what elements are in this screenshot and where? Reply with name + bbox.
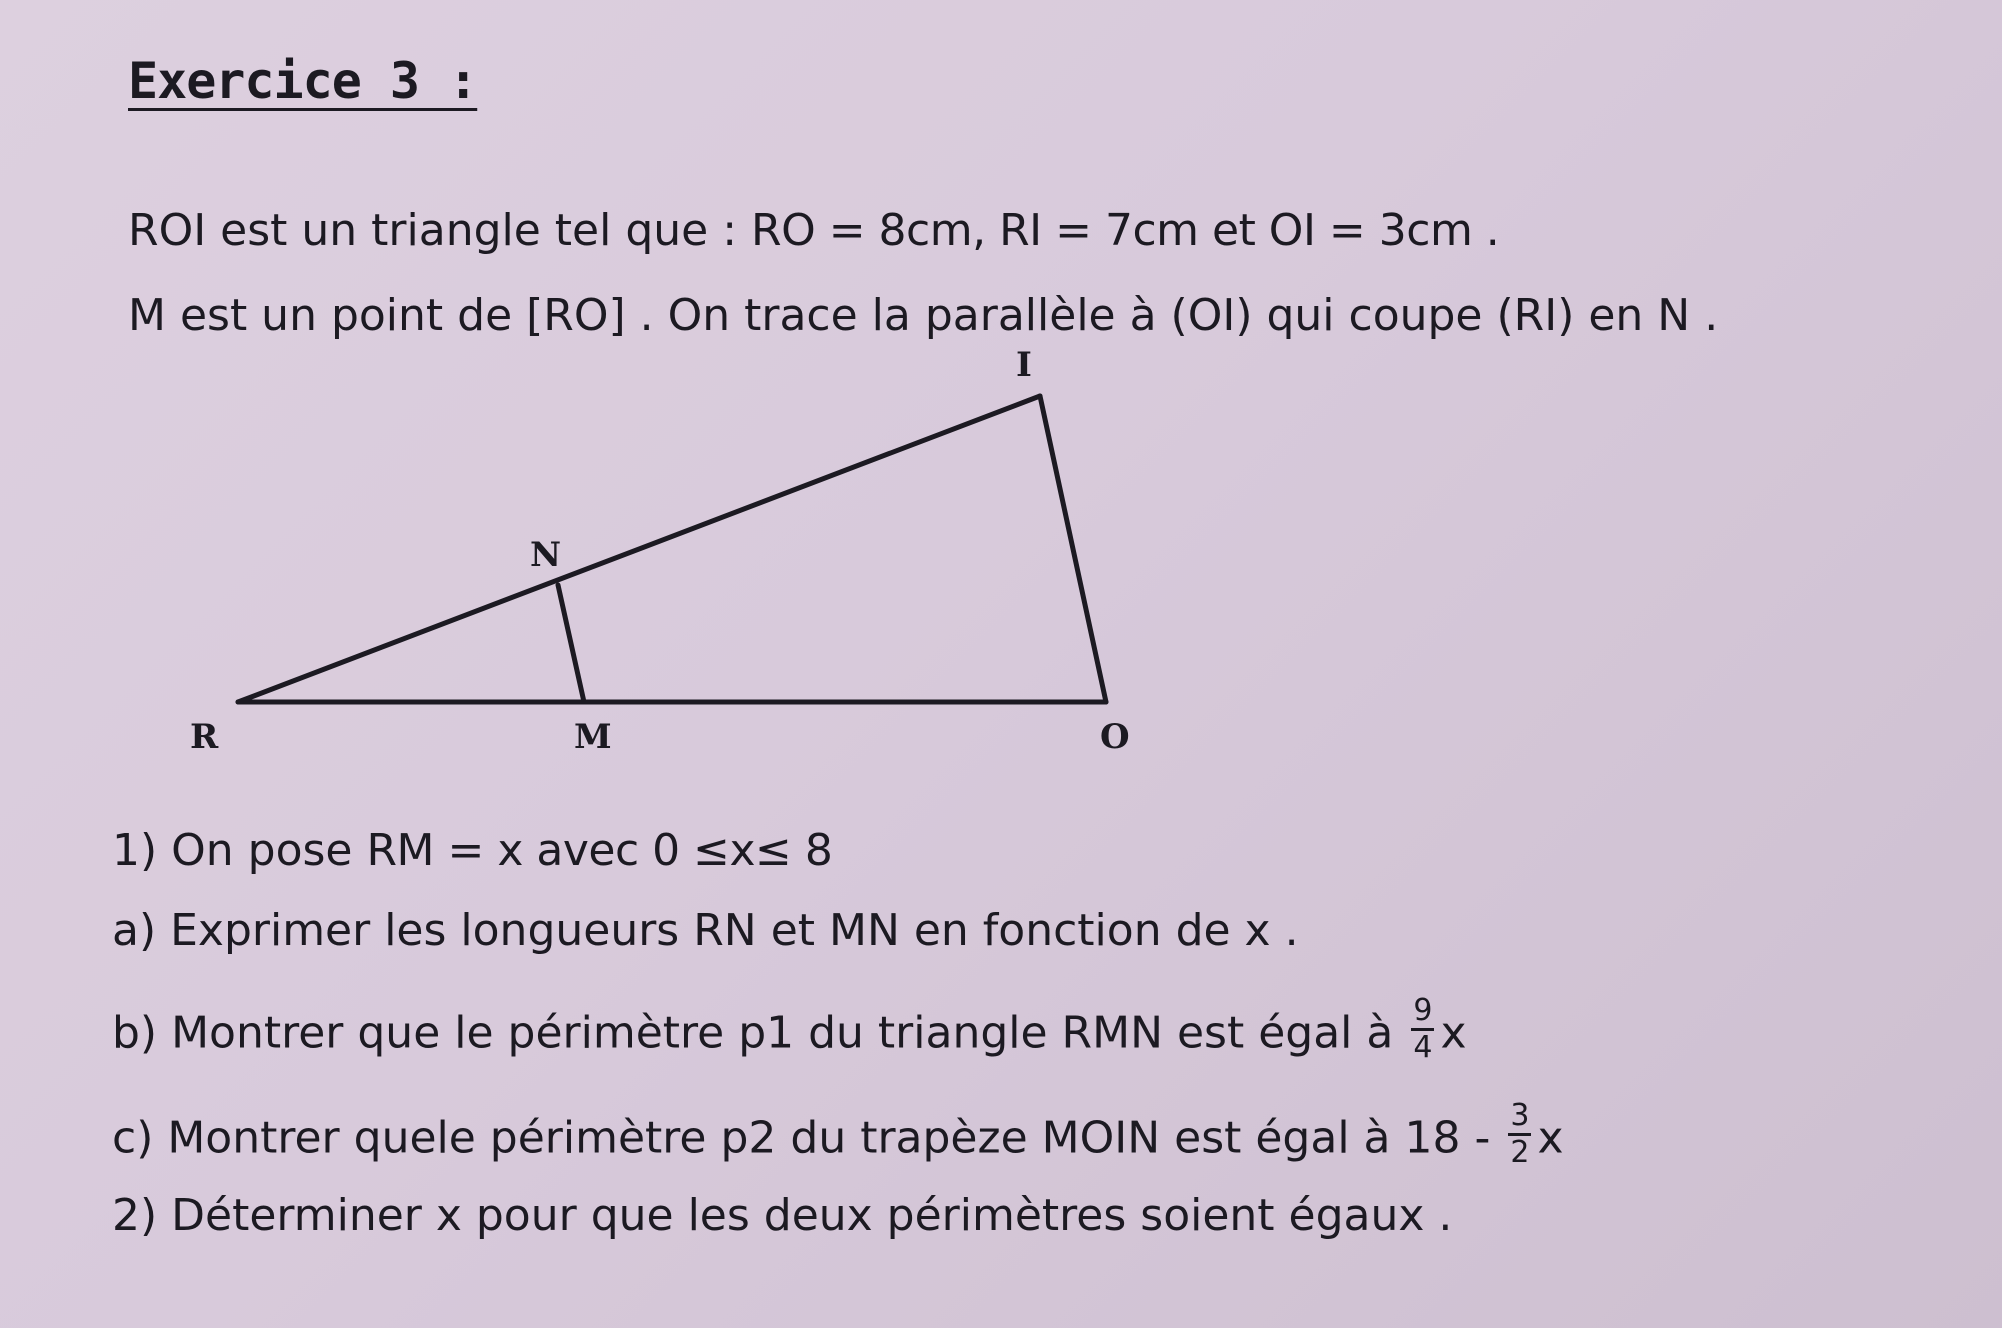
fraction-numerator: 3 bbox=[1508, 1099, 1531, 1136]
point-label-N: N bbox=[530, 535, 562, 575]
segment-MN bbox=[558, 585, 584, 702]
question-1b-fraction bbox=[1411, 994, 1434, 1065]
exercise-title: Exercice 3 : bbox=[128, 52, 478, 110]
point-label-R: R bbox=[190, 717, 219, 757]
segment-RI bbox=[238, 396, 1040, 702]
question-1b bbox=[112, 993, 1467, 1071]
question-1c-variable: x bbox=[1537, 1112, 1564, 1164]
question-1b-variable: x bbox=[1440, 1007, 1467, 1059]
point-label-M: M bbox=[574, 717, 612, 757]
point-label-O: O bbox=[1100, 717, 1130, 757]
statement-line-2: M est un point de [RO] . On trace la parallèle à (OI) qui coupe (RI) en N . bbox=[128, 290, 1719, 341]
point-label-I: I bbox=[1016, 345, 1032, 385]
fraction-denominator: 4 bbox=[1413, 1030, 1433, 1065]
statement-line-1-text: ROI est un triangle tel que : bbox=[128, 205, 752, 256]
statement-line-1-measures: RO = 8cm, RI = 7cm et OI = 3cm . bbox=[751, 205, 1500, 256]
question-1a: a) Exprimer les longueurs RN et MN en fonction de x . bbox=[112, 905, 1299, 956]
question-1c-text: c) Montrer quele périmètre p2 du trapèze MOIN est égal à 18 - bbox=[112, 1112, 1491, 1164]
question-1 bbox=[112, 825, 832, 876]
question-1c bbox=[112, 1098, 1564, 1176]
question-1c-fraction bbox=[1508, 1099, 1531, 1170]
fraction-numerator: 9 bbox=[1411, 994, 1434, 1031]
question-1-condition: RM = x avec 0 ≤x≤ 8 bbox=[366, 825, 833, 876]
question-1-text: 1) On pose bbox=[112, 825, 367, 876]
question-1b-text: b) Montrer que le périmètre p1 du triangle RMN est égal à bbox=[112, 1007, 1394, 1059]
question-2: 2) Déterminer x pour que les deux périmètres soient égaux . bbox=[112, 1190, 1453, 1241]
fraction-denominator: 2 bbox=[1510, 1135, 1530, 1170]
segment-OI bbox=[1040, 396, 1106, 702]
